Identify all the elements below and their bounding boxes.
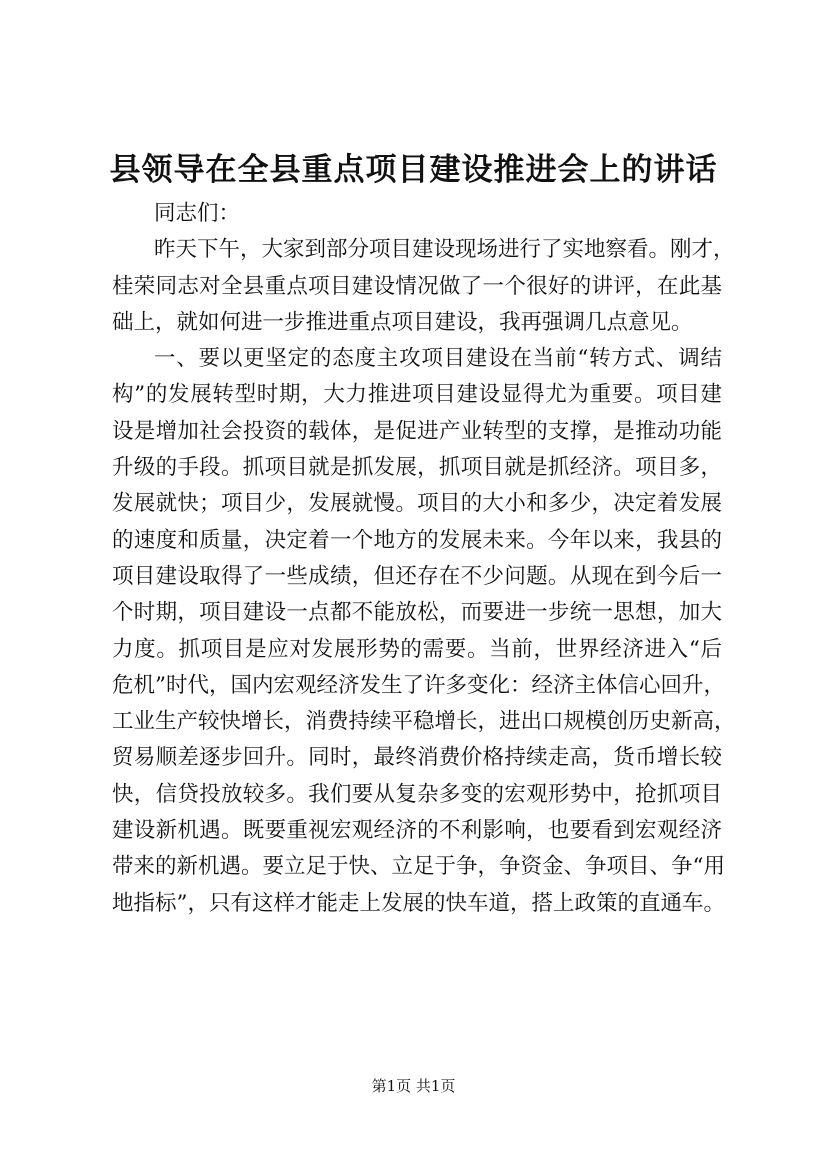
paragraph-line: 贸易顺差逐步回升。同时，最终消费价格持续走高，货币增长较 xyxy=(112,745,722,771)
paragraph-line: 发展就快；项目少，发展就慢。项目的大小和多少，决定着发展 xyxy=(112,491,722,517)
paragraph-line: 桂荣同志对全县重点项目建设情况做了一个很好的讲评，在此基 xyxy=(112,273,722,299)
document-title: 县领导在全县重点项目建设推进会上的讲话 xyxy=(109,152,718,188)
paragraph-line: 昨天下午，大家到部分项目建设现场进行了实地察看。刚才， xyxy=(154,237,735,263)
paragraph-1 xyxy=(112,232,735,341)
paragraph-line: 建设新机遇。既要重视宏观经济的不利影响，也要看到宏观经济 xyxy=(112,818,722,844)
paragraph-line: 危机”时代，国内宏观经济发生了许多变化：经济主体信心回升， xyxy=(112,672,725,698)
paragraph-line: 个时期，项目建设一点都不能放松，而要进一步统一思想，加大 xyxy=(112,600,722,626)
paragraph-line: 设是增加社会投资的载体，是促进产业转型的支撑，是推动功能 xyxy=(112,418,722,444)
paragraph-line: 一、要以更坚定的态度主攻项目建设在当前“转方式、调结 xyxy=(154,346,722,372)
document-body xyxy=(112,196,736,922)
salutation: 同志们： xyxy=(154,201,241,226)
paragraph-line: 础上，就如何进一步推进重点项目建设，我再强调几点意见。 xyxy=(112,309,693,335)
paragraph-line: 升级的手段。抓项目就是抓发展，抓项目就是抓经济。项目多， xyxy=(112,455,722,481)
page-footer: 第1页 共1页 xyxy=(371,1077,456,1095)
paragraph-line: 带来的新机遇。要立足于快、立足于争，争资金、争项目、争“用 xyxy=(112,854,725,880)
paragraph-line: 力度。抓项目是应对发展形势的需要。当前，世界经济进入“后 xyxy=(112,636,722,662)
paragraph-line: 快，信贷投放较多。我们要从复杂多变的宏观形势中，抢抓项目 xyxy=(112,781,722,807)
paragraph-line: 构”的发展转型时期，大力推进项目建设显得尤为重要。项目建 xyxy=(112,382,722,408)
paragraph-line: 工业生产较快增长，消费持续平稳增长，进出口规模创历史新高， xyxy=(112,709,736,735)
paragraph-line: 的速度和质量，决定着一个地方的发展未来。今年以来，我县的 xyxy=(112,527,722,553)
paragraph-2 xyxy=(112,341,736,922)
paragraph-line: 项目建设取得了一些成绩，但还存在不少问题。从现在到今后一 xyxy=(112,563,722,589)
paragraph-line: 地指标”，只有这样才能走上发展的快车道，搭上政策的直通车。 xyxy=(112,890,725,916)
